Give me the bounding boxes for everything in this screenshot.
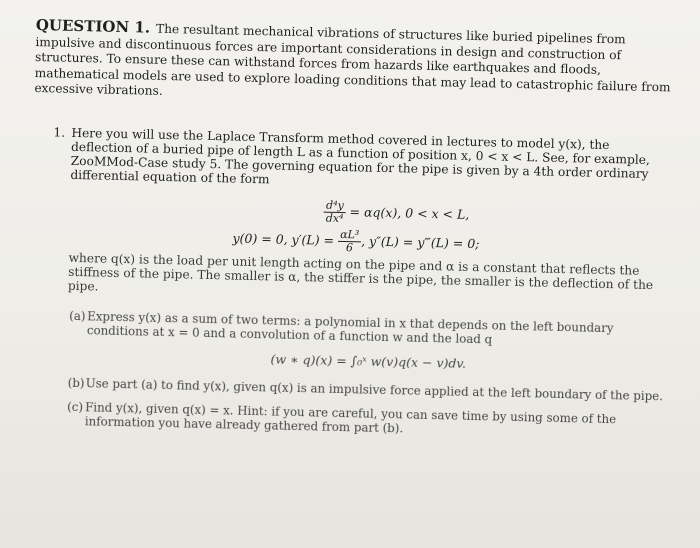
bc-numerator: αL³ xyxy=(338,228,361,242)
item-number: 1. xyxy=(53,124,66,140)
derivative-denominator: dx⁴ xyxy=(325,211,344,225)
part-c xyxy=(27,398,667,441)
where-paragraph: where q(x) is the load per unit length acting on the pipe and α is a constant that reflects the stiffness of the pipe. The smaller is α, the stiffer is the pipe, the smaller is the deflection of the pipe. xyxy=(67,250,654,293)
part-a-label: (a) xyxy=(69,308,86,323)
item-text: Here you will use the Laplace Transform method covered in lectures to model y(x), the deflection of a buried pipe of length L as a function of position x, 0 < x < L. See, for example, ZooMMod-Case study 5. The governing equation for the pipe is given by a 4th order ordinary differential equation of the form xyxy=(70,125,651,186)
question-intro xyxy=(34,18,676,111)
part-a xyxy=(29,307,669,350)
bc-fraction xyxy=(338,228,362,254)
part-b-text: Use part (a) to find y(x), given q(x) is an impulsive force applied at the left boundary of the pipe. xyxy=(85,375,664,403)
question-label: QUESTION 1. xyxy=(35,16,151,37)
question-text: The resultant mechanical vibrations of structures like buried pipelines from impulsive and discontinuous forces are important considerations in design and construction of structures. To ensure these can withstand forces from hazards like earthquakes and floods, mathematical models are used to explore loading conditions that may lead to catastrophic failure from excessive vibrations. xyxy=(34,21,671,98)
item-1 xyxy=(32,124,673,195)
equation-rhs: = αq(x), 0 < x < L, xyxy=(349,203,470,222)
part-b-label: (b) xyxy=(67,375,85,390)
worksheet xyxy=(27,18,676,441)
bc-right: , y″(L) = y‴(L) = 0; xyxy=(361,232,480,251)
bc-denominator: 6 xyxy=(345,240,354,254)
derivative-fraction xyxy=(324,199,346,224)
derivative-numerator: d⁴y xyxy=(324,199,346,212)
bc-left: y(0) = 0, y′(L) = xyxy=(232,230,335,248)
part-c-text: Find y(x), given q(x) = x. Hint: if you are careful, you can save time by using some of the information you have already gathered from part (b). xyxy=(84,399,617,435)
part-c-label: (c) xyxy=(67,399,84,414)
part-a-text: Express y(x) as a sum of two terms: a polynomial in x that depends on the left boundary conditions at x = 0 and a convolution of a function w and the load q xyxy=(86,308,614,346)
convolution-definition: (w ∗ q)(x) = ∫₀ˣ w(v)q(x − v)dv. xyxy=(270,350,467,371)
part-b xyxy=(28,374,668,403)
